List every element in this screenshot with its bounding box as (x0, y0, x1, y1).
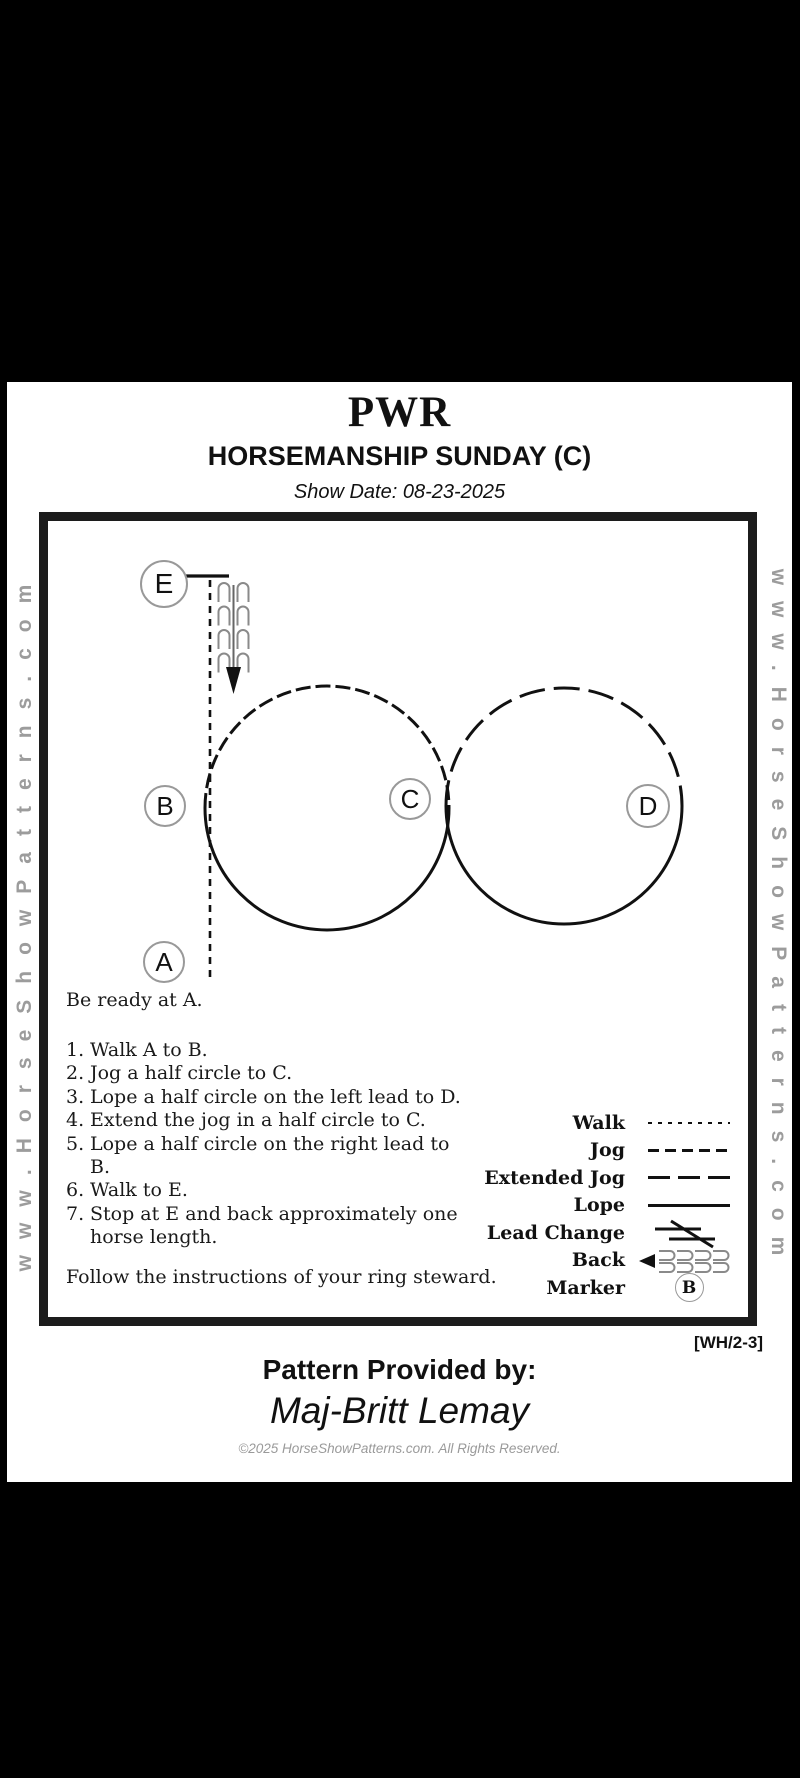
step-5 (66, 1133, 468, 1180)
step-3-number: 3. (66, 1085, 85, 1108)
pattern-code: [WH/2-3] (694, 1333, 763, 1352)
down-arrowhead-icon (226, 667, 241, 694)
step-3-text: Lope a half circle on the left lead to D. (90, 1085, 461, 1108)
legend-label-walk: Walk (572, 1111, 625, 1134)
pattern-sheet (7, 382, 792, 1482)
legend-label-jog: Jog (590, 1139, 625, 1162)
marker-a (143, 941, 185, 983)
lope-line-icon (647, 1192, 731, 1220)
jog-line-icon (647, 1137, 731, 1165)
back-icon (647, 1247, 731, 1275)
legend (484, 1109, 731, 1302)
marker-c-letter: C (400, 783, 420, 814)
arena-diagram (39, 512, 757, 1326)
marker-d (626, 784, 670, 828)
page-title: PWR (347, 389, 452, 436)
instructions-outro: Follow the instructions of your ring steward. (66, 1265, 497, 1288)
marker-a-letter: A (155, 946, 173, 977)
watermark-right: www.HorseShowPatterns.com (767, 568, 790, 1272)
marker-sample-icon (647, 1274, 731, 1302)
step-2 (66, 1062, 468, 1085)
legend-row-lope (484, 1192, 731, 1220)
legend-row-extended-jog (484, 1164, 731, 1192)
instructions-steps (66, 1039, 468, 1250)
marker-sample-letter: B (681, 1277, 697, 1298)
step-4 (66, 1109, 468, 1132)
step-5-number: 5. (66, 1132, 85, 1155)
step-6-number: 6. (66, 1179, 85, 1202)
legend-label-lead-change: Lead Change (486, 1221, 625, 1244)
step-2-text: Jog a half circle to C. (90, 1062, 293, 1085)
step-1-text: Walk A to B. (90, 1039, 208, 1061)
step-5-text: Lope a half circle on the right lead to B. (90, 1132, 450, 1179)
provided-by-label: Pattern Provided by: (262, 1354, 537, 1385)
marker-c (389, 778, 431, 820)
marker-e (140, 560, 188, 608)
legend-row-jog (484, 1137, 731, 1165)
step-4-number: 4. (66, 1109, 85, 1132)
class-title: HORSEMANSHIP SUNDAY (C) (207, 441, 592, 471)
watermark-left: www.HorseShowPatterns.com (13, 568, 36, 1272)
step-3 (66, 1086, 468, 1109)
instructions-block (66, 989, 497, 1289)
provided-by-name: Maj-Britt Lemay (269, 1390, 530, 1431)
step-4-text: Extend the jog in a half circle to C. (90, 1109, 426, 1132)
marker-e-letter: E (154, 568, 174, 599)
legend-row-lead-change (484, 1219, 731, 1247)
step-7-text: Stop at E and back approximately one horse length. (90, 1202, 458, 1249)
copyright-notice: ©2025 HorseShowPatterns.com. All Rights Reserved. (238, 1441, 561, 1456)
extended-jog-line-icon (647, 1164, 731, 1192)
walk-line-icon (647, 1109, 731, 1137)
legend-row-walk (484, 1109, 731, 1137)
legend-label-extended-jog: Extended Jog (484, 1166, 625, 1189)
show-date: Show Date: 08-23-2025 (293, 481, 506, 503)
step-6 (66, 1179, 468, 1202)
legend-row-back (484, 1247, 731, 1275)
step-7 (66, 1203, 468, 1250)
marker-b-letter: B (156, 790, 174, 821)
marker-b (144, 785, 186, 827)
legend-label-marker: Marker (546, 1276, 625, 1299)
step-7-number: 7. (66, 1202, 85, 1225)
step-6-text: Walk to E. (90, 1179, 188, 1202)
legend-row-marker (484, 1274, 731, 1302)
legend-label-back: Back (571, 1249, 625, 1272)
step-1 (66, 1039, 468, 1062)
legend-label-lope: Lope (573, 1194, 625, 1217)
instructions-intro: Be ready at A. (66, 989, 203, 1011)
step-2-number: 2. (66, 1062, 85, 1085)
marker-d-letter: D (638, 790, 658, 821)
lead-change-icon (647, 1219, 731, 1247)
step-1-number: 1. (66, 1039, 85, 1061)
lope-left-half-circle-path (205, 808, 449, 930)
